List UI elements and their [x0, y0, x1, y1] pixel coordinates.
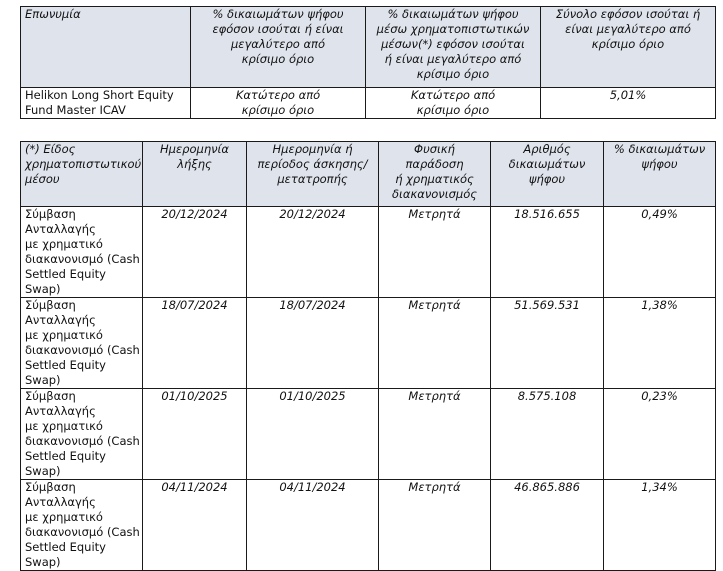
header-line: (*) Είδος: [25, 142, 76, 156]
direct-voting-cell: [191, 88, 366, 119]
header-line: % δικαιωμάτων ψήφου: [212, 7, 344, 21]
header-line: % δικαιωμάτων: [613, 142, 706, 156]
cell-line: κρίσιμο όριο: [416, 103, 490, 117]
cell-line: Κατώτερο από: [410, 88, 496, 102]
voting-rights-pct-cell: 1,38%: [604, 298, 716, 389]
header-line: μεγαλύτερο από: [230, 37, 326, 51]
header-line: ή χρηματικός: [395, 172, 474, 186]
instrument-type-cell: [21, 207, 143, 298]
voting-rights-pct-cell: 1,34%: [604, 480, 716, 571]
voting-rights-pct-cell: 0,49%: [604, 207, 716, 298]
exercise-date-cell: 20/12/2024: [247, 207, 379, 298]
cell-line: με χρηματικό: [25, 510, 103, 524]
header-line: είναι μεγαλύτερο από: [565, 22, 691, 36]
summary-data-row: [21, 88, 716, 119]
header-line: παράδοση: [405, 157, 464, 171]
header-total: [541, 7, 716, 88]
expiry-date-cell: 20/12/2024: [143, 207, 247, 298]
settlement-cell: Μετρητά: [379, 207, 491, 298]
cell-line: Σύμβαση Ανταλλαγής: [25, 298, 96, 327]
header-line: ψήφου: [528, 172, 566, 186]
cell-line: διακανονισμό (Cash: [25, 434, 140, 448]
table-row: [21, 389, 716, 480]
instrument-voting-cell: [366, 88, 541, 119]
header-line: Αριθμός: [523, 142, 571, 156]
header-settlement: [379, 142, 491, 207]
cell-line: διακανονισμό (Cash: [25, 525, 140, 539]
cell-line: κρίσιμο όριο: [241, 103, 315, 117]
header-line: εφόσον ισούται ή είναι: [212, 22, 344, 36]
cell-line: Settled Equity Swap): [25, 358, 106, 387]
voting-rights-pct-cell: 0,23%: [604, 389, 716, 480]
header-line: Σύνολο εφόσον ισούται ή: [555, 7, 701, 21]
header-line: μέσων(*) εφόσον ισούται: [381, 37, 525, 51]
header-line: Φυσική: [414, 142, 455, 156]
voting-rights-count-cell: 46.865.886: [491, 480, 604, 571]
voting-rights-count-cell: 51.569.531: [491, 298, 604, 389]
exercise-date-cell: 04/11/2024: [247, 480, 379, 571]
expiry-date-cell: 04/11/2024: [143, 480, 247, 571]
exercise-date-cell: 01/10/2025: [247, 389, 379, 480]
instrument-type-cell: [21, 298, 143, 389]
header-line: % δικαιωμάτων ψήφου: [387, 7, 519, 21]
header-line: μέσω χρηματοπιστωτικών: [376, 22, 530, 36]
cell-line: Settled Equity Swap): [25, 540, 106, 569]
holder-name-cell: [21, 88, 191, 119]
expiry-date-cell: 18/07/2024: [143, 298, 247, 389]
cell-line: Settled Equity Swap): [25, 267, 106, 296]
expiry-date-cell: 01/10/2025: [143, 389, 247, 480]
instruments-header-row: [21, 142, 716, 207]
holder-name-line: Helikon Long Short Equity: [25, 88, 174, 102]
cell-line: Σύμβαση Ανταλλαγής: [25, 480, 96, 509]
holder-name-line: Fund Master ICAV: [25, 103, 126, 117]
total-cell: 5,01%: [541, 88, 716, 119]
voting-rights-count-cell: 18.516.655: [491, 207, 604, 298]
header-line: μετατροπής: [277, 172, 348, 186]
header-voting-rights-pct: [604, 142, 716, 207]
table-row: [21, 207, 716, 298]
voting-rights-count-cell: 8.575.108: [491, 389, 604, 480]
exercise-date-cell: 18/07/2024: [247, 298, 379, 389]
cell-line: Σύμβαση Ανταλλαγής: [25, 207, 96, 236]
voting-rights-summary-table: [20, 6, 716, 119]
header-line: κρίσιμο όριο: [241, 52, 315, 66]
header-expiry-date: [143, 142, 247, 207]
table-row: [21, 480, 716, 571]
cell-line: Σύμβαση Ανταλλαγής: [25, 389, 96, 418]
header-line: κρίσιμο όριο: [416, 67, 490, 81]
cell-line: Settled Equity Swap): [25, 449, 106, 478]
header-line: Ημερομηνία: [159, 142, 230, 156]
cell-line: διακανονισμό (Cash: [25, 252, 140, 266]
table-row: [21, 298, 716, 389]
header-line: μέσου: [25, 172, 60, 186]
header-name-text: Επωνυμία: [25, 7, 81, 21]
header-instrument-voting: [366, 7, 541, 88]
header-name: [21, 7, 191, 88]
header-line: κρίσιμο όριο: [591, 37, 665, 51]
instrument-type-cell: [21, 480, 143, 571]
header-line: διακανονισμός: [391, 187, 478, 201]
header-line: λήξης: [177, 157, 212, 171]
header-line: ψήφου: [641, 157, 678, 171]
settlement-cell: Μετρητά: [379, 298, 491, 389]
header-line: περίοδος άσκησης/: [257, 157, 368, 171]
header-exercise-period: [247, 142, 379, 207]
financial-instruments-table: [20, 141, 716, 571]
header-voting-rights-count: [491, 142, 604, 207]
settlement-cell: Μετρητά: [379, 480, 491, 571]
cell-line: με χρηματικό: [25, 328, 103, 342]
cell-line: με χρηματικό: [25, 419, 103, 433]
header-line: χρηματοπιστωτικού: [25, 157, 142, 171]
cell-line: Κατώτερο από: [235, 88, 321, 102]
header-line: ή είναι μεγαλύτερο από: [384, 52, 522, 66]
header-line: Ημερομηνία ή: [272, 142, 353, 156]
header-direct-voting: [191, 7, 366, 88]
instrument-type-cell: [21, 389, 143, 480]
summary-header-row: [21, 7, 716, 88]
cell-line: με χρηματικό: [25, 237, 103, 251]
settlement-cell: Μετρητά: [379, 389, 491, 480]
header-instrument-type: [21, 142, 143, 207]
cell-line: διακανονισμό (Cash: [25, 343, 140, 357]
header-line: δικαιωμάτων: [508, 157, 586, 171]
